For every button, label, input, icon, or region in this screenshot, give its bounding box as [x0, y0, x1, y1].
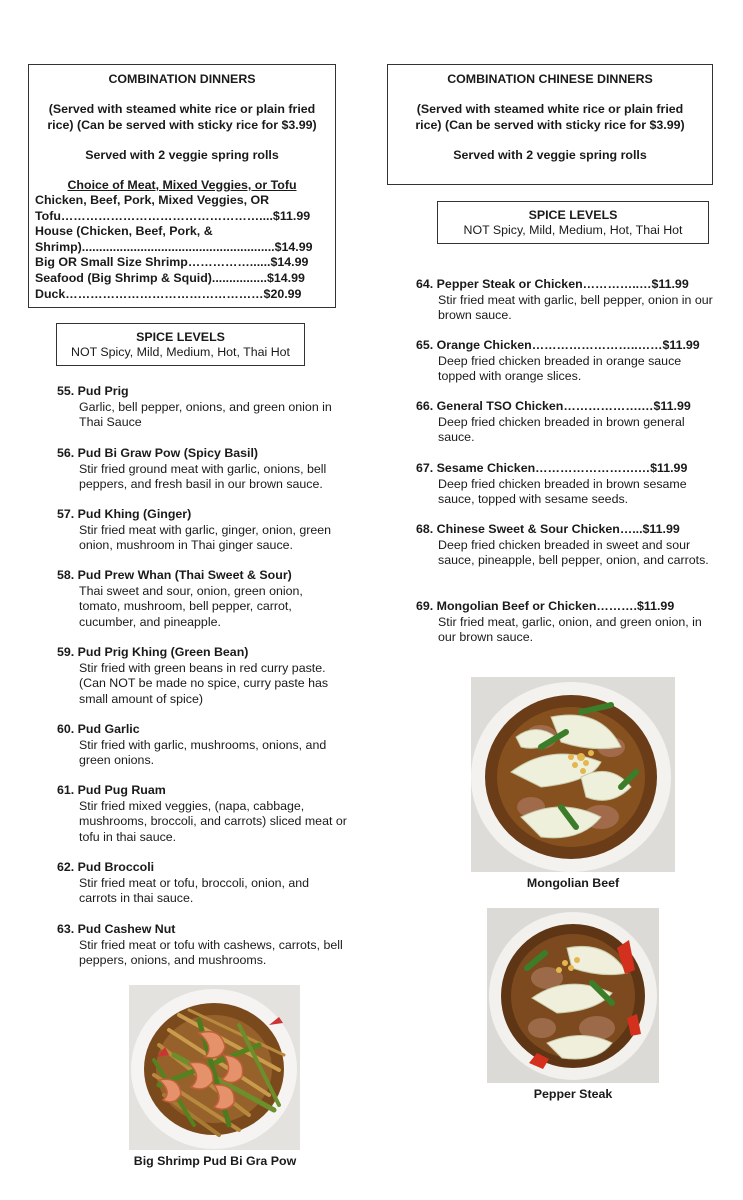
menu-item-69 — [416, 599, 716, 646]
combo-line: Duck…………………………………………$20.99 — [35, 286, 302, 301]
choice-header: Choice of Meat, Mixed Veggies, or Tofu — [67, 178, 297, 192]
spice-levels-title: SPICE LEVELS — [136, 330, 225, 344]
menu-item-60 — [57, 722, 347, 769]
spice-levels-options: NOT Spicy, Mild, Medium, Hot, Thai Hot — [463, 223, 683, 237]
menu-item-desc: Stir fried mixed veggies, (napa, cabbage, mushrooms, broccoli, and carrots) sliced meat or tofu in thai sauce. — [79, 798, 347, 844]
shrimp-dish-caption: Big Shrimp Pud Bi Gra Pow — [133, 1154, 297, 1168]
menu-item-desc: Stir fried with garlic, mushrooms, onions, and green onions. — [79, 737, 327, 767]
combo-line: Shrimp)........................................................$14.99 — [35, 239, 313, 254]
menu-item-desc: Deep fried chicken breaded in brown sesame sauce, topped with sesame seeds. — [438, 476, 687, 506]
spice-levels-options: NOT Spicy, Mild, Medium, Hot, Thai Hot — [71, 345, 290, 359]
combination-dinners-box — [28, 64, 336, 308]
shrimp-dish-photo — [129, 985, 300, 1150]
served-with-line2: rice) (Can be served with sticky rice for $3.99) — [415, 118, 685, 132]
menu-item-title: 55. Pud Prig — [57, 384, 129, 398]
menu-item-desc: Stir fried meat, garlic, onion, and green onion, in our brown sauce. — [438, 614, 702, 644]
mongolian-beef-photo — [471, 677, 675, 872]
menu-item-title: 68. Chinese Sweet & Sour Chicken…...$11.99 — [416, 522, 680, 536]
menu-item-title: 64. Pepper Steak or Chicken…………..…$11.99 — [416, 277, 689, 291]
menu-item-desc: Deep fried chicken breaded in orange sauce topped with orange slices. — [438, 353, 682, 383]
combo-line: Big OR Small Size Shrimp……………......$14.99 — [35, 255, 309, 270]
menu-item-title: 67. Sesame Chicken…………………….…$11.99 — [416, 461, 688, 475]
menu-item-59 — [57, 645, 351, 707]
spring-rolls-note: Served with 2 veggie spring rolls — [85, 148, 279, 162]
menu-item-desc: Thai sweet and sour, onion, green onion, tomato, mushroom, bell pepper, carrot, cucumber, and pineapple. — [79, 583, 303, 629]
menu-item-58 — [57, 568, 347, 630]
menu-item-desc: Deep fried chicken breaded in sweet and sour sauce, pineapple, bell pepper, onion, and carrots. — [438, 537, 709, 567]
menu-item-61 — [57, 783, 347, 845]
menu-item-63 — [57, 922, 347, 969]
menu-item-title: 59. Pud Prig Khing (Green Bean) — [57, 645, 249, 659]
menu-item-title: 69. Mongolian Beef or Chicken……….$11.99 — [416, 599, 675, 613]
menu-item-title: 60. Pud Garlic — [57, 722, 140, 736]
combination-chinese-dinners-box — [387, 64, 713, 185]
menu-item-title: 63. Pud Cashew Nut — [57, 922, 176, 936]
menu-item-65 — [416, 338, 716, 385]
menu-item-64 — [416, 277, 716, 324]
menu-item-title: 62. Pud Broccoli — [57, 860, 155, 874]
chinese-dinners-title: COMBINATION CHINESE DINNERS — [447, 72, 653, 86]
menu-item-title: 66. General TSO Chicken……………….…$11.99 — [416, 399, 691, 413]
menu-item-title: 57. Pud Khing (Ginger) — [57, 507, 192, 521]
menu-item-67 — [416, 461, 716, 508]
menu-item-title: 61. Pud Pug Ruam — [57, 783, 166, 797]
menu-item-desc: Stir fried meat with garlic, bell pepper, onion in our brown sauce. — [438, 292, 713, 322]
menu-item-desc: Stir fried ground meat with garlic, onions, bell peppers, and fresh basil in our brown sauce. — [79, 461, 327, 491]
menu-item-desc: Garlic, bell pepper, onions, and green onion in Thai Sauce — [79, 399, 332, 429]
menu-item-desc: Stir fried meat with garlic, ginger, onion, green onion, mushroom in Thai ginger sauce. — [79, 522, 332, 552]
pepper-steak-caption: Pepper Steak — [533, 1087, 613, 1101]
menu-item-56 — [57, 446, 347, 493]
served-with-line1: (Served with steamed white rice or plain fried — [416, 102, 684, 116]
menu-item-title: 58. Pud Prew Whan (Thai Sweet & Sour) — [57, 568, 292, 582]
menu-item-title: 65. Orange Chicken……………………..……$11.99 — [416, 338, 700, 352]
spring-rolls-note: Served with 2 veggie spring rolls — [453, 148, 647, 162]
menu-item-62 — [57, 860, 347, 907]
served-with-line1: (Served with steamed white rice or plain fried — [48, 102, 316, 116]
served-with-line2: rice) (Can be served with sticky rice for $3.99) — [47, 118, 317, 132]
combo-line: Chicken, Beef, Pork, Mixed Veggies, OR — [35, 193, 270, 207]
menu-item-desc: Stir fried with green beans in red curry paste. (Can NOT be made no spice, curry paste has small amount of spice) — [79, 660, 329, 706]
menu-item-57 — [57, 507, 351, 554]
menu-item-desc: Deep fried chicken breaded in brown general sauce. — [438, 414, 685, 444]
mongolian-beef-caption: Mongolian Beef — [526, 876, 620, 890]
menu-item-66 — [416, 399, 716, 446]
pepper-steak-photo — [487, 908, 659, 1083]
menu-item-desc: Stir fried meat or tofu, broccoli, onion, and carrots in thai sauce. — [79, 875, 310, 905]
menu-item-55 — [57, 384, 347, 431]
combo-line: House (Chicken, Beef, Pork, & — [35, 224, 213, 239]
spice-levels-box-left — [56, 323, 305, 366]
combo-line: Seafood (Big Shrimp & Squid)................$14.99 — [35, 270, 305, 285]
menu-item-68 — [416, 522, 716, 569]
spice-levels-box-right — [437, 201, 709, 244]
combo-line: Tofu…………………………………………....$11.99 — [35, 208, 311, 223]
combo-price-list — [29, 193, 335, 302]
spice-levels-title: SPICE LEVELS — [528, 208, 618, 222]
menu-item-desc: Stir fried meat or tofu with cashews, carrots, bell peppers, onions, and mushrooms. — [79, 937, 343, 967]
menu-item-title: 56. Pud Bi Graw Pow (Spicy Basil) — [57, 446, 259, 460]
combination-dinners-title: COMBINATION DINNERS — [108, 72, 256, 86]
